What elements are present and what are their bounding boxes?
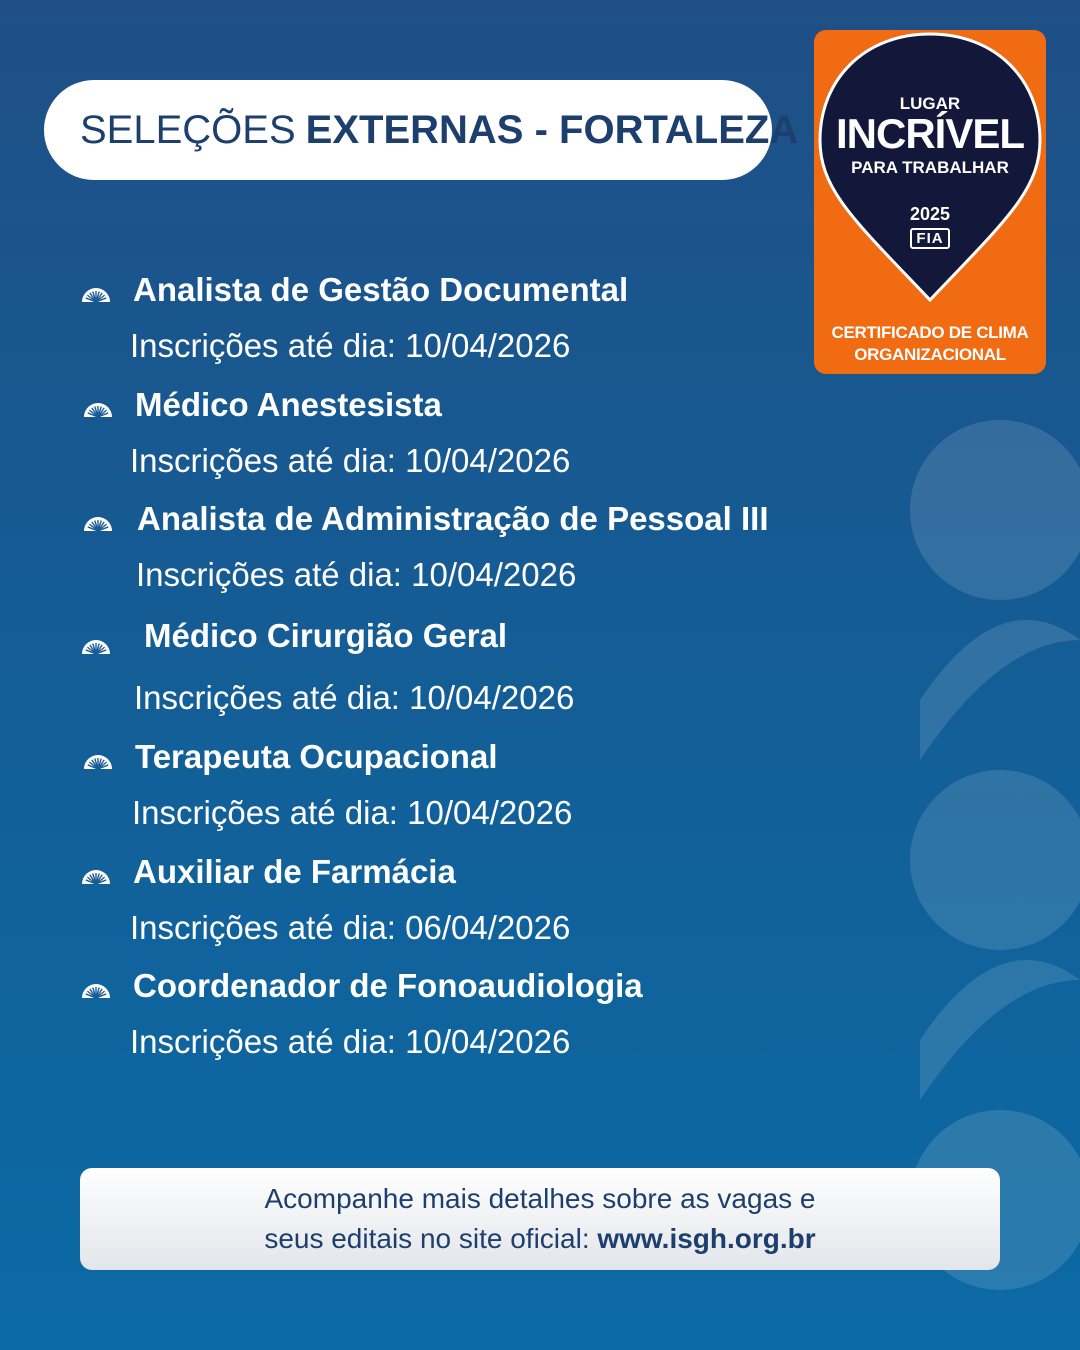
award-badge xyxy=(814,30,1046,374)
job-deadline: Inscrições até dia: 10/04/2026 xyxy=(130,442,571,479)
job-title: Terapeuta Ocupacional xyxy=(135,738,498,775)
fia-logo: FIA xyxy=(910,228,949,249)
job-deadline: Inscrições até dia: 06/04/2026 xyxy=(130,909,571,946)
sunrise-icon xyxy=(82,749,114,771)
sunrise-icon xyxy=(82,511,114,533)
site-link[interactable]: www.isgh.org.br xyxy=(597,1223,816,1254)
footer-prefix: seus editais no site oficial: xyxy=(264,1223,590,1254)
sunrise-icon xyxy=(80,864,112,886)
title-light: SELEÇÕES xyxy=(80,107,296,152)
job-deadline: Inscrições até dia: 10/04/2026 xyxy=(130,1023,571,1060)
job-title: Médico Anestesista xyxy=(135,386,442,423)
job-title: Analista de Gestão Documental xyxy=(133,271,629,308)
sunrise-icon xyxy=(80,634,112,656)
badge-line2: INCRÍVEL xyxy=(835,110,1024,157)
badge-brand xyxy=(814,230,1046,247)
title-bold: EXTERNAS - FORTALEZA xyxy=(305,107,799,152)
page-title xyxy=(44,80,799,180)
job-title: Médico Cirurgião Geral xyxy=(144,617,508,654)
badge-cert-line2: ORGANIZACIONAL xyxy=(854,345,1006,364)
job-title: Coordenador de Fonoaudiologia xyxy=(133,967,643,1004)
job-deadline: Inscrições até dia: 10/04/2026 xyxy=(134,679,575,716)
badge-line3: PARA TRABALHAR xyxy=(851,158,1009,177)
badge-certificate xyxy=(814,322,1046,366)
job-deadline: Inscrições até dia: 10/04/2026 xyxy=(136,556,577,593)
badge-cert-line1: CERTIFICADO DE CLIMA xyxy=(831,323,1029,342)
job-title: Auxiliar de Farmácia xyxy=(133,853,456,890)
job-deadline: Inscrições até dia: 10/04/2026 xyxy=(132,794,573,831)
badge-line1: LUGAR xyxy=(899,94,961,113)
job-deadline: Inscrições até dia: 10/04/2026 xyxy=(130,327,571,364)
footer-line1: Acompanhe mais detalhes sobre as vagas e xyxy=(264,1183,816,1214)
footer-line2 xyxy=(264,1219,815,1259)
footer-info-box xyxy=(80,1168,1000,1270)
sunrise-icon xyxy=(82,397,114,419)
sunrise-icon xyxy=(80,282,112,304)
sunrise-icon xyxy=(80,978,112,1000)
job-title: Analista de Administração de Pessoal III xyxy=(137,500,769,537)
badge-year: 2025 xyxy=(909,204,951,224)
